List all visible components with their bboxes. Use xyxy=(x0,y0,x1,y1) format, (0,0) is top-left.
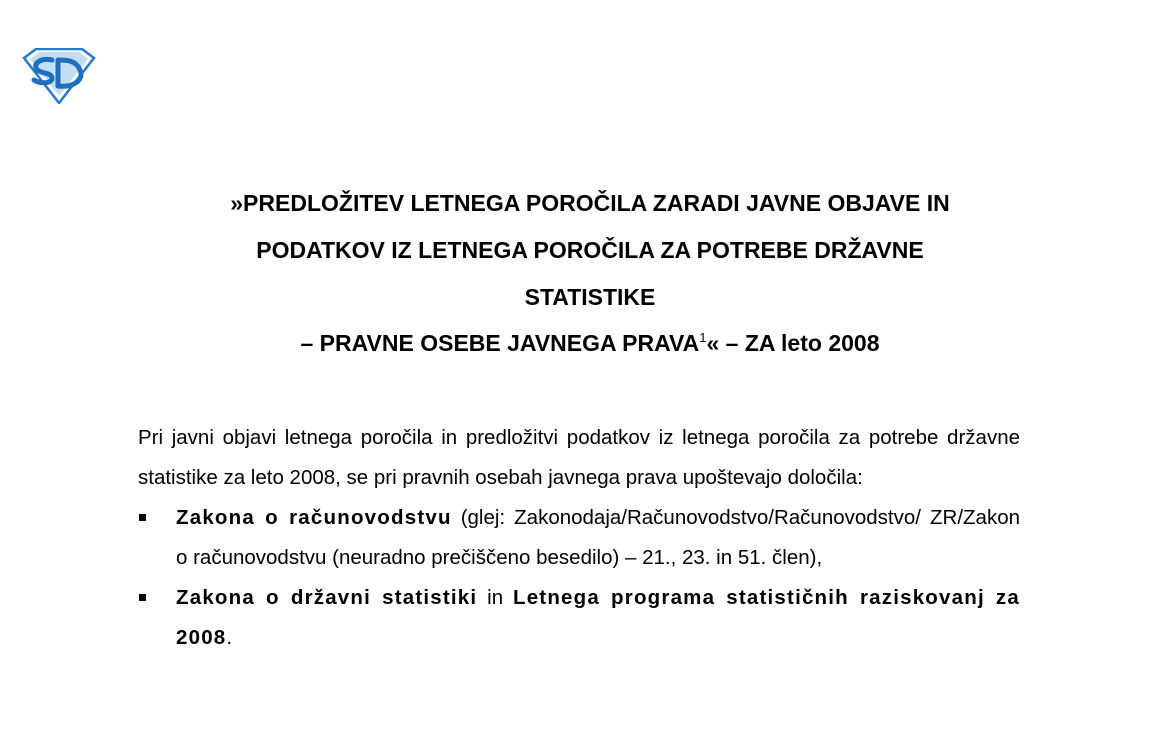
provisions-list xyxy=(138,498,1020,658)
title-line-4 xyxy=(100,320,1080,367)
title-line-4-year: « – ZA leto 2008 xyxy=(706,330,880,356)
law-name: Zakona o državni statistiki xyxy=(176,586,478,609)
document-body xyxy=(138,418,1020,658)
title-line-2: PODATKOV IZ LETNEGA POROČILA ZA POTREBE DRŽAVNE xyxy=(256,237,924,263)
title-line-1: »PREDLOŽITEV LETNEGA POROČILA ZARADI JAVNE OBJAVE IN xyxy=(230,190,950,216)
intro-paragraph: Pri javni objavi letnega poročila in predložitvi podatkov iz letnega poročila za potrebe državne statistike za leto 2008, se pri pravnih osebah javnega prava upoštevajo določila: xyxy=(138,426,1020,489)
square-bullet-icon xyxy=(139,594,146,601)
law-name: Zakona o računovodstvu xyxy=(176,506,452,529)
footnote-marker[interactable]: 1 xyxy=(699,330,707,345)
title-line-3: STATISTIKE xyxy=(524,284,656,310)
title-line-4-main: – PRAVNE OSEBE JAVNEGA PRAVA xyxy=(300,330,700,356)
list-end: . xyxy=(226,626,233,649)
list-connector: in xyxy=(477,586,513,609)
document-title xyxy=(100,180,1080,367)
list-item xyxy=(138,498,1020,578)
square-bullet-icon xyxy=(139,514,146,521)
sd-logo-icon xyxy=(22,48,96,104)
law-reference: (glej: Zakonodaja/Računovodstvo/Računovodstvo/ ZR/Zakon o računovodstvu (neuradno prečiščeno besedilo) – 21., 23. in 51. člen), xyxy=(176,506,1020,569)
program-name: Letnega programa statističnih raziskovanj za 2008 xyxy=(176,586,1020,649)
list-item xyxy=(138,578,1020,658)
